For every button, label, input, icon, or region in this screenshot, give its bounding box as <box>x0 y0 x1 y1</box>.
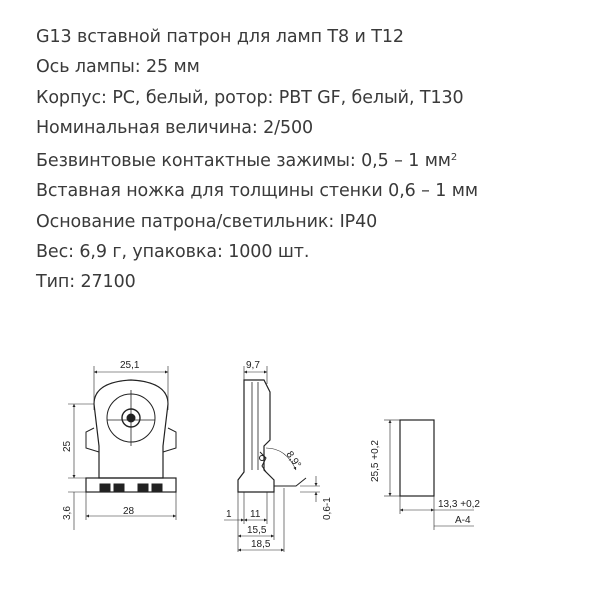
side-view <box>224 366 320 552</box>
dim-cutout-width: 13,3 +0,2 <box>438 499 480 510</box>
dim-side-15-5: 15,5 <box>247 525 267 536</box>
spec-terminals-text: Безвинтовые контактные зажимы: 0,5 – 1 мм <box>36 151 451 172</box>
front-view <box>68 366 176 530</box>
dim-side-thickness: 0,6-1 <box>322 497 333 520</box>
spec-weight: Вес: 6,9 г, упаковка: 1000 шт. <box>36 242 310 263</box>
dim-front-height: 25 <box>62 440 73 452</box>
spec-lamp-axis: Ось лампы: 25 мм <box>36 57 200 78</box>
dim-side-angle: 8,9° <box>283 449 303 471</box>
dim-front-base-width: 28 <box>123 506 135 517</box>
spec-type: Тип: 27100 <box>36 272 136 293</box>
cutout-view <box>384 420 474 530</box>
spec-housing: Корпус: PC, белый, ротор: PBT GF, белый, T130 <box>36 87 464 108</box>
spec-plug: Вставная ножка для толщины стенки 0,6 – 1 мм <box>36 181 478 202</box>
dim-side-11: 11 <box>250 509 261 520</box>
dim-side-18-5: 18,5 <box>251 539 271 550</box>
dim-front-width: 25,1 <box>120 360 140 371</box>
dim-side-top: 9,7 <box>246 360 260 371</box>
spec-title: G13 вставной патрон для ламп T8 и T12 <box>36 27 404 47</box>
spec-base: Основание патрона/светильник: IP40 <box>36 211 378 232</box>
dim-cutout-section: A-4 <box>455 515 471 526</box>
dim-cutout-height: 25,5 +0,2 <box>370 440 381 482</box>
spec-rating: Номинальная величина: 2/500 <box>36 117 314 138</box>
spec-terminals-sup: 2 <box>450 152 458 164</box>
dim-front-base-height: 3,6 <box>62 506 73 520</box>
dim-side-1: 1 <box>226 509 232 520</box>
